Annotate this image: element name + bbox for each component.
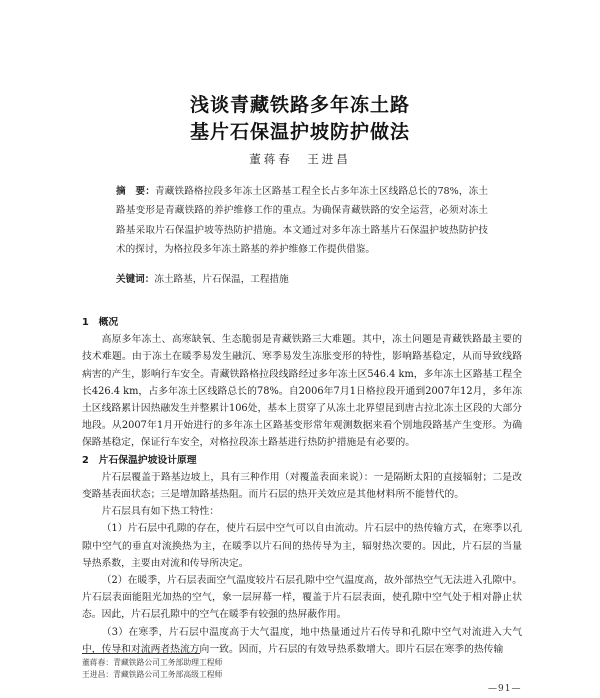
abstract: [116, 182, 488, 260]
section-2-paragraph-1: 片石层覆盖于路基边坡上，具有三种作用（对覆盖表面来说）：一是隔断太阳的直接辐射；二是改变路基表面状态；三是增加路基热阻。而片石层的热开关效应是其他材料所不能替代的。: [82, 471, 522, 501]
footnotes: [82, 657, 382, 681]
section-1-heading: 1 概况: [82, 317, 119, 328]
section-2-paragraph-4: （2）在暖季，片石层表面空气温度较片石层孔隙中空气温度高，故外部热空气无法进入孔隙中。片石层表面能阻光加热的空气，象一层屏幕一样，覆盖于片石层表面，使孔隙中空气处于相对静止状态。因此，片石层孔隙中的空气在暖季有较强的热屏蔽作用。: [82, 575, 522, 621]
footnote-author-2: 王进昌：青藏铁路公司工务部高级工程师: [82, 670, 223, 679]
title-line-1: 浅谈青藏铁路多年冻土路: [189, 94, 410, 116]
section-2-paragraph-3: （1）片石层中孔隙的存在，使片石层中空气可以自由流动。片石层中的热传输方式，在寒季以孔隙中空气的垂直对流换热为主，在暖季以片石间的热传导为主，辐射热次要的。因此，片石层的当量导热系数，主要由对流和传导所决定。: [82, 523, 522, 569]
abstract-label: 摘 要：: [116, 186, 155, 197]
footnote-divider: [82, 653, 200, 654]
section-2-paragraph-5: （3）在寒季，片石层中温度高于大气温度，地中热量通过片石传导和孔隙中空气对流进入大气中，传导和对流两者热流方向一致。因而，片石层的有效导热系数增大。即片石层在寒季的热传输: [82, 626, 522, 655]
abstract-text: 青藏铁路格拉段多年冻土区路基工程全长占多年冻土区线路总长的78%，冻土路基变形是青藏铁路的养护维修工作的重点。为确保青藏铁路的安全运营，必须对冻土路基采取片石保温护坡等热防护措施。本文通过对多年冻土路基片石保温护坡热防护技术的探讨，为格拉段多年冻土路基的养护维修工作提供借鉴。: [116, 186, 488, 256]
body-text: [82, 314, 522, 658]
section-2-heading: 2 片石保温护坡设计原理: [82, 454, 197, 466]
page-number: —91—: [488, 684, 522, 694]
section-2-paragraph-2: 片石层具有如下热工特性：: [101, 506, 220, 518]
section-1-paragraph: 高原多年冻土、高寒缺氧、生态脆弱是青藏铁路三大难题。其中，冻土问题是青藏铁路最主要的技术难题。由于冻土在暖季易发生融沉、寒季易发生冻胀变形的特性，影响路基稳定，从而导致线路病害的产生，影响行车安全。青藏铁路格拉段线路经过多年冻土区546.4 km，多年冻土区路基工程全长426.4 km，占多年冻土区线路总长的78%。自2006年7月1日格拉段开通到2007年12月，多年冻土区线路累计因热融发生并整累计106处，基本上贯穿了从冻土北界望昆到唐古拉北冻土区段的大部分地段。从2007年1月开始进行的多年冻土区路基变形常年观测数据来看个别地段路基产生变形。为确保路基稳定，保证行车安全，对格拉段冻土路基进行热防护措施是有必要的。: [82, 334, 522, 449]
keywords-label: 关键词：: [116, 274, 155, 285]
title-line-2: 基片石保温护坡防护做法: [189, 121, 410, 143]
keywords: [116, 271, 488, 285]
footnote-author-1: 董蒋春：青藏铁路公司工务部助理工程师: [82, 658, 223, 667]
keywords-text: 冻土路基，片石保温，工程措施: [154, 274, 289, 285]
authors: 董蒋春 王进昌: [249, 152, 351, 166]
